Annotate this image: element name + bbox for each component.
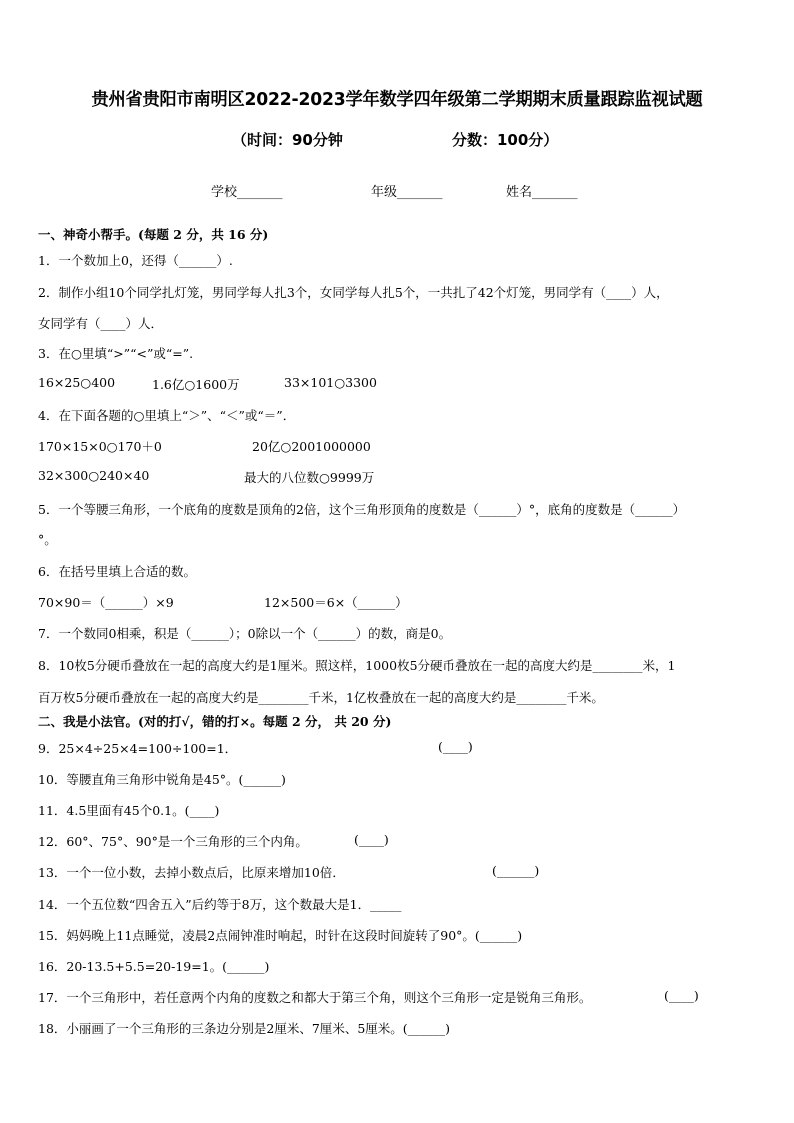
question-7: 7．一个数同0相乘，积是（______）；0除以一个（______）的数，商是0。 (38, 626, 452, 641)
question-15: 15．妈妈晚上11点睡觉，凌晨2点闹钟准时响起，时针在这段时间旋转了90°。(______) (38, 928, 523, 943)
question-4-item: 最大的八位数○9999万 (244, 470, 375, 485)
question-17: 17．一个三角形中，若任意两个内角的度数之和都大于第三个角，则这个三角形一定是锐角三角形。 (38, 990, 592, 1005)
question-12-answer-blank: (____) (354, 832, 389, 847)
school-field: 学校_______ (211, 185, 283, 200)
question-9: 9．25×4÷25×4=100÷100=1． (38, 741, 238, 756)
question-3-item: 1.6亿○1600万 (152, 377, 240, 392)
question-8-line-1: 8．10枚5分硬币叠放在一起的高度大约是1厘米。照这样，1000枚5分硬币叠放在一起的高度大约是________米，1 (38, 658, 676, 673)
question-6: 6．在括号里填上合适的数。 (38, 564, 196, 579)
question-6-item: 12×500＝6×（______） (264, 595, 408, 610)
question-18: 18．小丽画了一个三角形的三条边分别是2厘米、7厘米、5厘米。(______) (38, 1021, 451, 1036)
question-5-line-2: °。 (38, 532, 57, 547)
question-11: 11．4.5里面有45个0.1。(____) (38, 803, 220, 818)
question-4-item: 32×300○240×40 (38, 468, 150, 483)
question-2-line-1: 2．制作小组10个同学扎灯笼，男同学每人扎3个，女同学每人扎5个，一共扎了42个灯笼，男同学有（____）人， (38, 285, 669, 300)
question-8-line-2: 百万枚5分硬币叠放在一起的高度大约是________千米，1亿枚叠放在一起的高度大约是________千米。 (38, 690, 604, 705)
section-1-heading: 一、神奇小帮手。(每题 2 分，共 16 分) (38, 227, 269, 242)
question-3-item: 16×25○400 (38, 375, 116, 390)
exam-title: 贵州省贵阳市南明区2022-2023学年数学四年级第二学期期末质量跟踪监视试题 (91, 90, 703, 110)
question-13: 13．一个一位小数，去掉小数点后，比原来增加10倍． (38, 865, 345, 880)
question-2-line-2: 女同学有（____）人． (38, 316, 164, 331)
question-6-item: 70×90＝（______）×9 (38, 595, 174, 610)
exam-score: 分数：100分） (452, 131, 559, 149)
question-5-line-1: 5．一个等腰三角形，一个底角的度数是顶角的2倍，这个三角形顶角的度数是（______）°，底角的度数是（______） (38, 502, 686, 517)
question-3-item: 33×101○3300 (284, 375, 377, 390)
name-field: 姓名_______ (506, 185, 578, 200)
question-10: 10．等腰直角三角形中锐角是45°。(______) (38, 772, 286, 787)
grade-field: 年级_______ (371, 185, 443, 200)
exam-time: （时间：90分钟 (232, 131, 343, 149)
question-12: 12．60°、75°、90°是一个三角形的三个内角。 (38, 834, 308, 849)
question-4: 4．在下面各题的○里填上“＞”、“＜”或“＝”． (38, 408, 296, 423)
question-9-answer-blank: (____) (438, 739, 473, 754)
question-4-item: 20亿○2001000000 (252, 439, 371, 454)
question-14: 14．一个五位数“四舍五入”后约等于8万，这个数最大是1．_____ (38, 897, 402, 912)
section-2-heading: 二、我是小法官。(对的打√，错的打×。每题 2 分， 共 20 分) (38, 714, 392, 729)
question-1: 1．一个数加上0，还得（______）. (38, 253, 233, 268)
question-3: 3．在○里填“>”“<”或“=”. (38, 346, 194, 361)
question-4-item: 170×15×0○170＋0 (38, 439, 162, 454)
question-13-answer-blank: (______) (492, 863, 540, 878)
question-16: 16．20-13.5+5.5=20-19=1。(______) (38, 959, 270, 974)
question-17-answer-blank: (____) (664, 988, 699, 1003)
